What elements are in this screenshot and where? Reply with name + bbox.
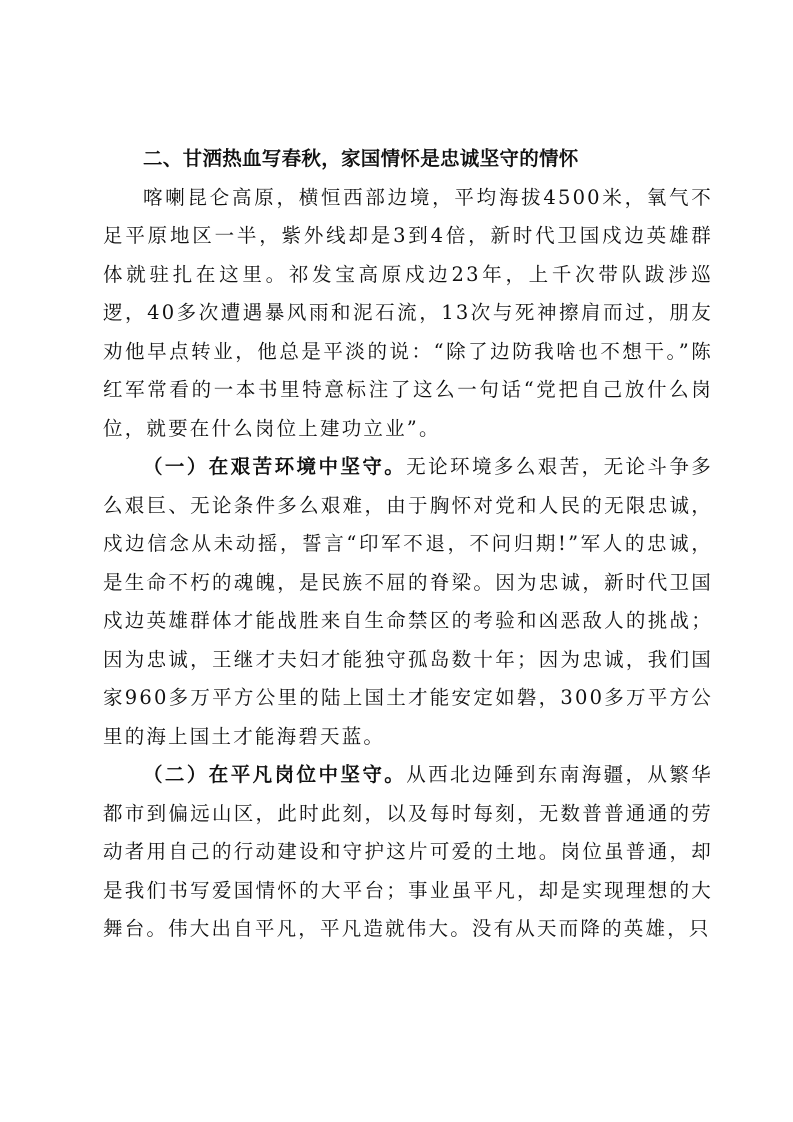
paragraph-intro bbox=[103, 179, 713, 449]
subsection-label: （二）在平凡岗位中坚守。 bbox=[143, 763, 407, 786]
paragraph-text: 从西北边陲到东南海疆，从繁华都市到偏远山区，此时此刻，以及每时每刻，无数普普通通的劳动者用自己的行动建设和守护这片可爱的土地。岗位虽普通，却是我们书写爱国情怀的大平台；事业虽平凡，却是实现理想的大舞台。伟大出自平凡，平凡造就伟大。没有从天而降的英雄，只 bbox=[103, 763, 713, 940]
paragraph-hardship bbox=[103, 448, 713, 756]
paragraph-text: 喀喇昆仑高原，横恒西部边境，平均海拔4500米，氧气不足平原地区一半，紫外线却是3到4倍，新时代卫国戍边英雄群体就驻扎在这里。祁发宝高原戍边23年，上千次带队跋涉巡逻，40多次遭遇暴风雨和泥石流，13次与死神擦肩而过，朋友劝他早点转业，他总是平淡的说：“除了边防我啥也不想干。”陈红军常看的一本书里特意标注了这么一句话“党把自己放什么岗位，就要在什么岗位上建功立业”。 bbox=[103, 185, 713, 440]
section-heading: 二、甘洒热血写春秋，家国情怀是忠诚坚守的情怀 bbox=[143, 147, 579, 170]
subsection-label: （一）在艰苦环境中坚守。 bbox=[143, 455, 407, 478]
paragraph-ordinary-posts bbox=[103, 756, 713, 949]
paragraph-text: 无论环境多么艰苦，无论斗争多么艰巨、无论条件多么艰难，由于胸怀对党和人民的无限忠诚，戍边信念从未动摇，誓言“印军不退，不问归期!”军人的忠诚，是生命不朽的魂魄，是民族不屈的脊梁。因为忠诚，新时代卫国戍边英雄群体才能战胜来自生命禁区的考验和凶恶敌人的挑战；因为忠诚，王继才夫妇才能独守孤岛数十年；因为忠诚，我们国家960多万平方公里的陆上国土才能安定如磐，300多万平方公里的海上国土才能海碧天蓝。 bbox=[103, 455, 713, 748]
document-body bbox=[103, 140, 713, 949]
